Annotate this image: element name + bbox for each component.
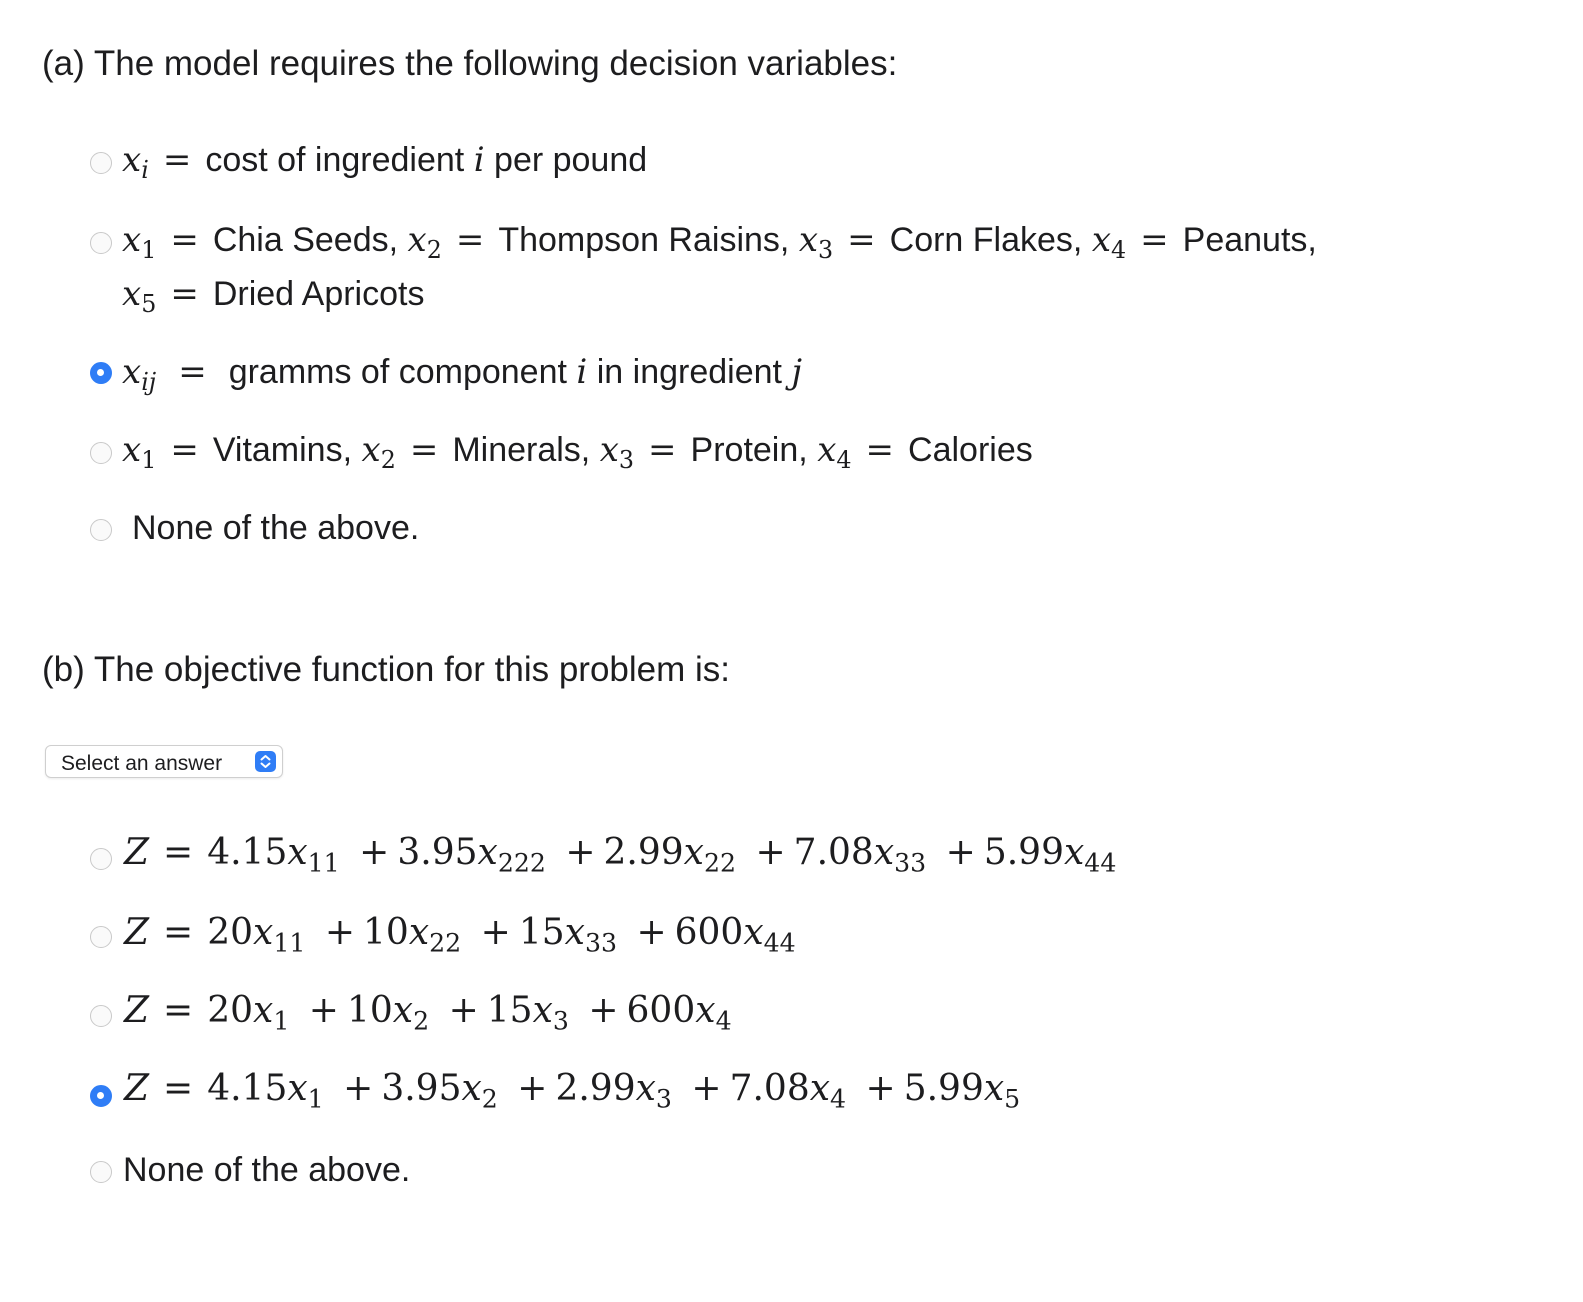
- b-option-2-equation: $Z = 20x_{11} + 10x_{22} + 15x_{33} + 600x_{44}$: [124, 912, 796, 958]
- radio-a-option-3[interactable]: [90, 362, 112, 384]
- radio-a-option-1[interactable]: [90, 152, 112, 174]
- part-a-heading: (a) The model requires the following decision variables:: [42, 44, 898, 83]
- radio-b-option-2[interactable]: [90, 926, 112, 948]
- a-option-5-text: None of the above.: [132, 509, 420, 547]
- radio-b-option-4[interactable]: [90, 1085, 112, 1107]
- a-option-2-text: $x_1$ = Chia Seeds, $x_2$ = Thompson Raisins, $x_3$ = Corn Flakes, $x_4$ = Peanuts,: [122, 220, 1317, 265]
- radio-a-option-5[interactable]: [90, 519, 112, 541]
- a-option-2-text-cont: $x_5$ = Dried Apricots: [122, 274, 425, 319]
- radio-b-option-3[interactable]: [90, 1005, 112, 1027]
- b-option-1-equation: $Z = 4.15x_{11} + 3.95x_{222} + 2.99x_{22} + 7.08x_{33} + 5.99x_{44}$: [124, 832, 1117, 878]
- chevron-updown-icon: [255, 751, 276, 772]
- a-option-3-text: $x_{ij}$ = gramms of component i in ingredient j: [122, 352, 802, 397]
- b-option-3-equation: $Z = 20x_1 + 10x_2 + 15x_3 + 600x_4$: [124, 990, 732, 1036]
- answer-select[interactable]: [45, 745, 283, 778]
- part-b-heading: (b) The objective function for this problem is:: [42, 650, 731, 689]
- a-option-4-text: $x_1$ = Vitamins, $x_2$ = Minerals, $x_3$ = Protein, $x_4$ = Calories: [122, 430, 1033, 475]
- b-option-4-equation: $Z = 4.15x_1 + 3.95x_2 + 2.99x_3 + 7.08x_4 + 5.99x_5$: [124, 1068, 1021, 1114]
- radio-a-option-2[interactable]: [90, 232, 112, 254]
- radio-b-option-1[interactable]: [90, 848, 112, 870]
- a-option-1-text: $x_i = \cos t$ of ingredient i per pound: [122, 140, 648, 185]
- radio-b-option-5[interactable]: [90, 1161, 112, 1183]
- b-option-5-text: None of the above.: [123, 1151, 411, 1189]
- select-label: Select an answer: [61, 752, 223, 775]
- radio-a-option-4[interactable]: [90, 442, 112, 464]
